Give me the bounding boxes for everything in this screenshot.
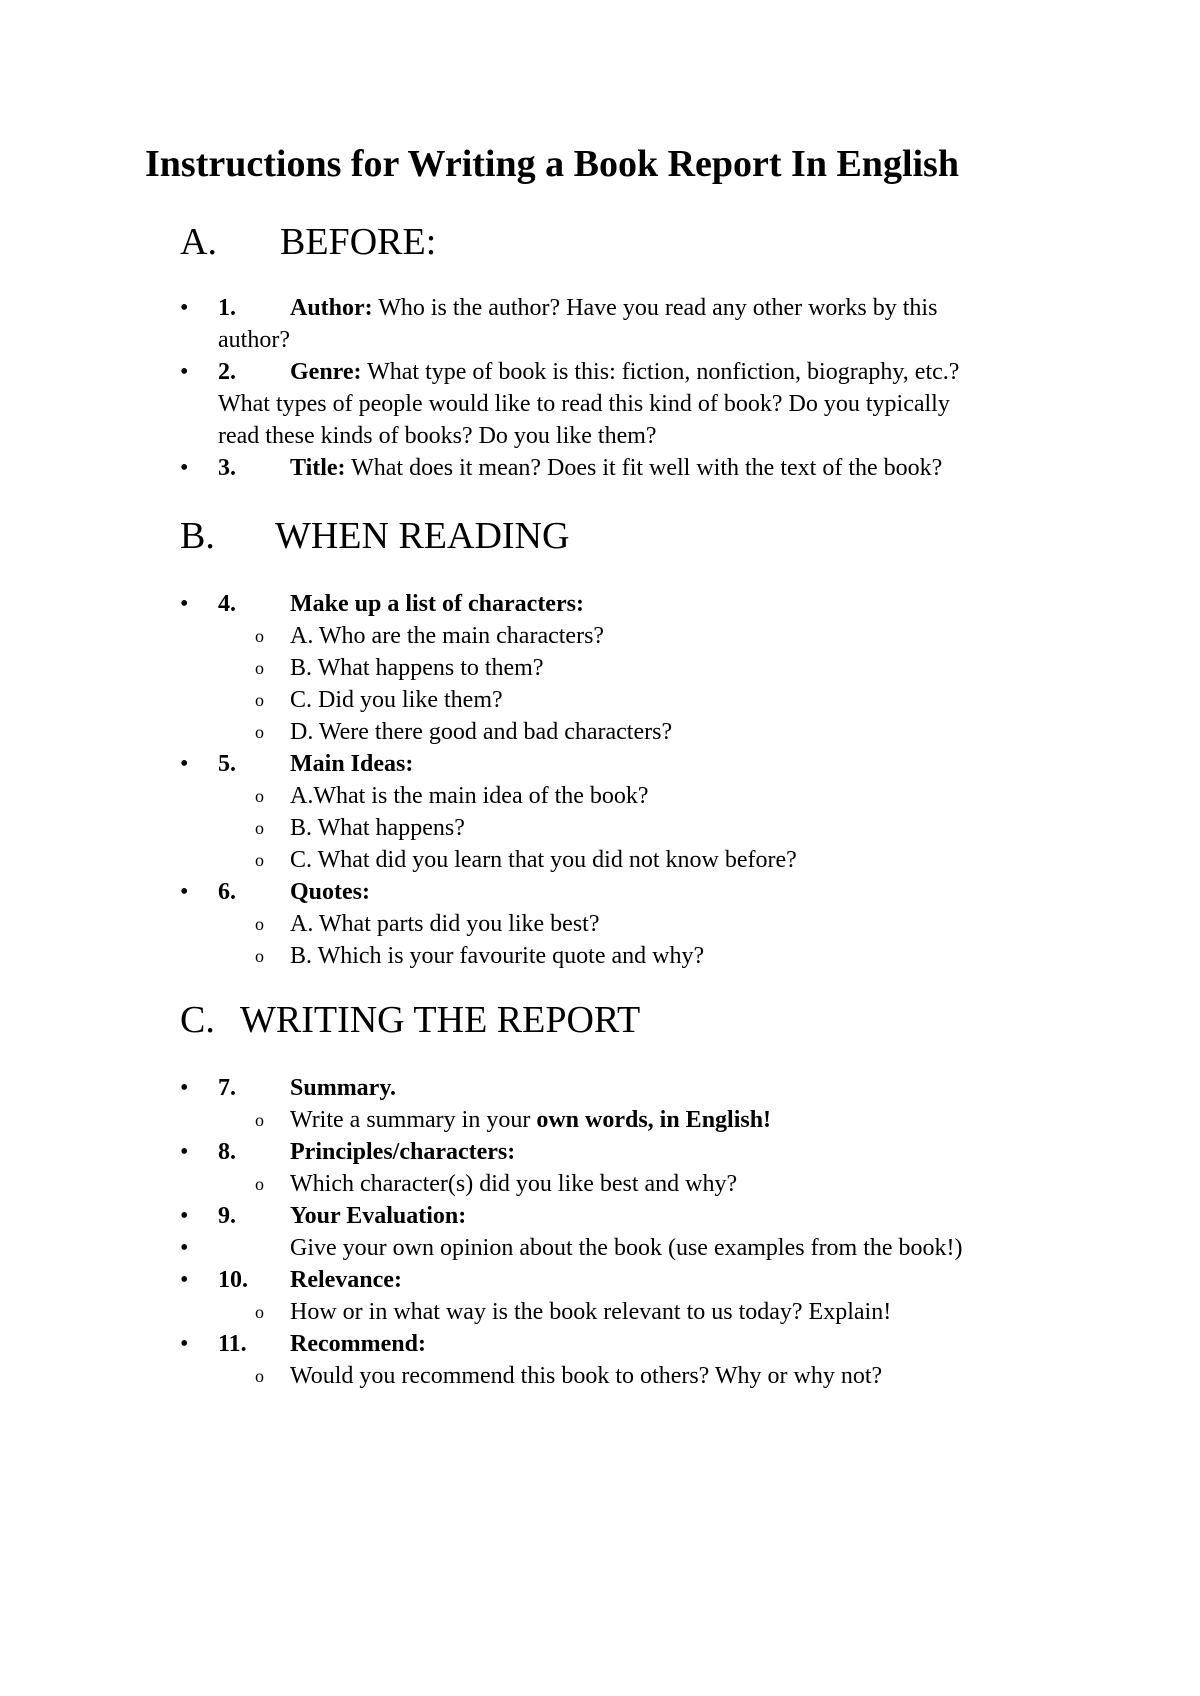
item-text: What type of book is this: fiction, nonfiction, biography, etc.? — [361, 359, 960, 385]
bullet: • — [180, 1235, 189, 1261]
sub-item: Give your own opinion about the book (use examples from the book!) — [290, 1235, 963, 1261]
document-title: Instructions for Writing a Book Report In English — [145, 143, 959, 185]
sub-bullet: o — [255, 946, 264, 966]
sub-item: A. Who are the main characters? — [290, 623, 605, 649]
item-text-continued: What types of people would like to read this kind of book? Do you typically — [218, 391, 950, 417]
sub-bullet: o — [255, 690, 264, 710]
list-item-relevance: Relevance: — [290, 1267, 402, 1293]
section-title: WRITING THE REPORT — [240, 999, 641, 1041]
sub-bullet: o — [255, 1110, 264, 1130]
sub-item: B. Which is your favourite quote and why? — [290, 943, 705, 969]
list-item-principles: Principles/characters: — [290, 1139, 516, 1165]
sub-item-text: Write a summary in your — [290, 1107, 537, 1133]
item-number: 6. — [218, 879, 236, 905]
section-letter: B. — [180, 515, 215, 557]
section-letter: C. — [180, 999, 215, 1041]
item-label: Genre: — [290, 359, 362, 385]
section-a-heading — [180, 218, 436, 266]
section-b-heading — [180, 512, 569, 560]
bullet: • — [180, 1139, 189, 1165]
section-letter: A. — [180, 221, 217, 263]
sub-bullet: o — [255, 914, 264, 934]
bullet: • — [180, 1075, 189, 1101]
sub-bullet: o — [255, 1366, 264, 1386]
item-number: 11. — [218, 1331, 247, 1357]
list-item-title — [290, 452, 942, 484]
sub-item: How or in what way is the book relevant to us today? Explain! — [290, 1299, 892, 1325]
sub-bullet: o — [255, 658, 264, 678]
sub-item: B. What happens? — [290, 815, 465, 841]
sub-item: D. Were there good and bad characters? — [290, 719, 673, 745]
sub-bullet: o — [255, 722, 264, 742]
sub-item: Which character(s) did you like best and why? — [290, 1171, 738, 1197]
item-number: 5. — [218, 751, 236, 777]
section-title: WHEN READING — [275, 515, 570, 557]
sub-item: C. What did you learn that you did not know before? — [290, 847, 797, 873]
sub-bullet: o — [255, 1174, 264, 1194]
sub-item: Would you recommend this book to others? Why or why not? — [290, 1363, 883, 1389]
item-text: Who is the author? Have you read any other works by this — [372, 295, 938, 321]
item-number: 1. — [218, 295, 236, 321]
item-label: Title: — [290, 455, 346, 481]
item-number: 10. — [218, 1267, 248, 1293]
sub-bullet: o — [255, 786, 264, 806]
sub-item: A. What parts did you like best? — [290, 911, 600, 937]
sub-bullet: o — [255, 626, 264, 646]
item-label: Author: — [290, 295, 373, 321]
list-item-summary: Summary. — [290, 1075, 397, 1101]
bullet: • — [180, 591, 189, 617]
bullet: • — [180, 295, 189, 321]
item-number: 9. — [218, 1203, 236, 1229]
sub-item: C. Did you like them? — [290, 687, 503, 713]
list-item-evaluation: Your Evaluation: — [290, 1203, 467, 1229]
item-number: 3. — [218, 455, 236, 481]
sub-bullet: o — [255, 818, 264, 838]
list-item-genre — [290, 356, 959, 388]
item-text-continued: read these kinds of books? Do you like them? — [218, 423, 657, 449]
sub-item — [290, 1104, 771, 1136]
section-title: BEFORE: — [280, 221, 437, 263]
item-text: What does it mean? Does it fit well with the text of the book? — [345, 455, 943, 481]
bullet: • — [180, 455, 189, 481]
item-number: 4. — [218, 591, 236, 617]
item-number: 7. — [218, 1075, 236, 1101]
sub-bullet: o — [255, 850, 264, 870]
list-item-characters: Make up a list of characters: — [290, 591, 584, 617]
list-item-recommend: Recommend: — [290, 1331, 426, 1357]
item-number: 2. — [218, 359, 236, 385]
sub-bullet: o — [255, 1302, 264, 1322]
bullet: • — [180, 359, 189, 385]
sub-item: A.What is the main idea of the book? — [290, 783, 649, 809]
bullet: • — [180, 1331, 189, 1357]
bullet: • — [180, 879, 189, 905]
bullet: • — [180, 751, 189, 777]
bullet: • — [180, 1267, 189, 1293]
list-item-main-ideas: Main Ideas: — [290, 751, 414, 777]
list-item-quotes: Quotes: — [290, 879, 370, 905]
sub-item: B. What happens to them? — [290, 655, 544, 681]
bullet: • — [180, 1203, 189, 1229]
section-c-heading — [180, 996, 640, 1044]
item-number: 8. — [218, 1139, 236, 1165]
list-item-author — [290, 292, 937, 324]
item-text-continued: author? — [218, 327, 290, 353]
sub-item-emphasis: own words, in English! — [536, 1107, 772, 1133]
